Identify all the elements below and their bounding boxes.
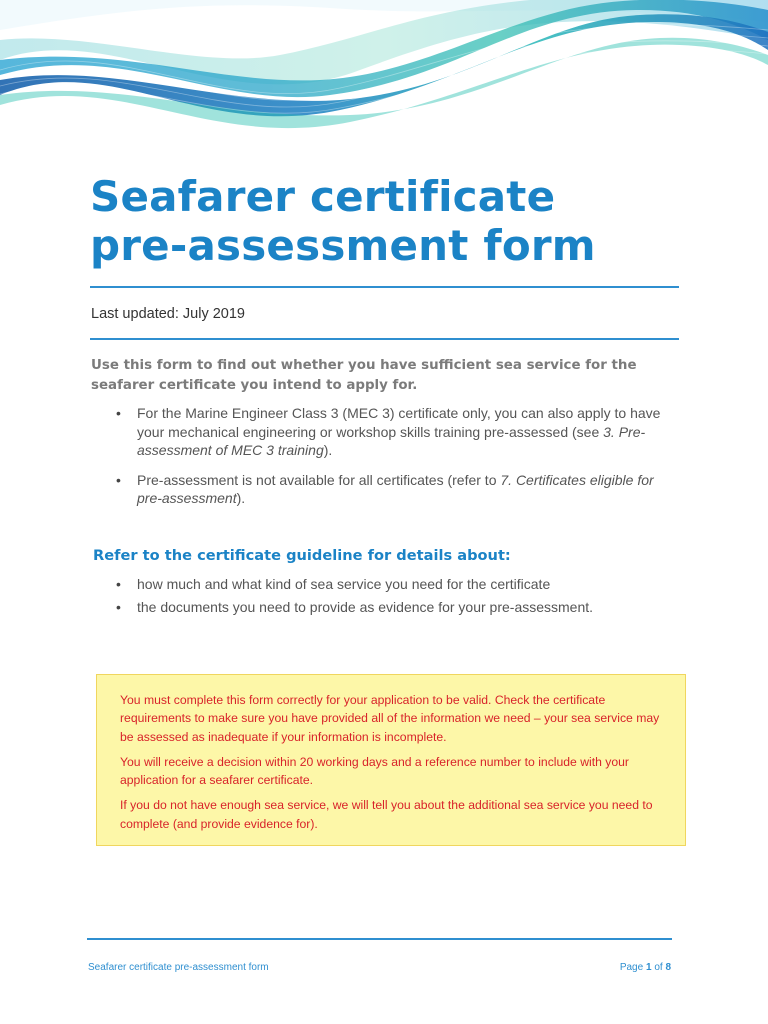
title-line-1: Seafarer certificate <box>90 172 556 221</box>
bullet-dot-icon: • <box>116 598 121 615</box>
last-updated-text: Last updated: July 2019 <box>91 306 245 322</box>
section-reference: 7. Certificates eligible for pre-assessment <box>137 471 654 506</box>
list-item <box>0 575 677 594</box>
page-total: 8 <box>665 962 671 973</box>
notice-paragraph: You will receive a decision within 20 working days and a reference number to include with your application for a seafarer certificate. <box>120 754 629 788</box>
bullet-dot-icon: • <box>116 405 121 421</box>
title-divider <box>90 286 679 288</box>
bullet-text: how much and what kind of sea service you need for the certificate <box>137 576 551 592</box>
footer-page-number <box>620 962 671 973</box>
list-item <box>0 404 677 460</box>
list-item <box>0 471 677 508</box>
guideline-bullet-list <box>0 575 768 616</box>
notice-paragraph: You must complete this form correctly for your application to be valid. Check the certificate requirements to make sure you have provided all of the information we need – your sea service may be assessed as inadequate if your information is incomplete. <box>120 693 660 744</box>
section-reference: 3. Pre-assessment of MEC 3 training <box>137 423 646 458</box>
intro-text: Use this form to find out whether you have sufficient sea service for the seafarer certificate you intend to apply for. <box>91 358 637 393</box>
bullet-text-end: ). <box>323 442 333 458</box>
guideline-heading: Refer to the certificate guideline for details about: <box>93 547 511 564</box>
bullet-dot-icon: • <box>116 471 121 488</box>
bullet-text: Pre-assessment is not available for all certificates (refer to <box>137 471 501 488</box>
page-current: 1 <box>645 962 652 973</box>
notice-paragraph: If you do not have enough sea service, we will tell you about the additional sea service you need to complete (and provide evidence for). <box>120 798 653 831</box>
intro-bullet-list <box>0 404 768 508</box>
wave-banner-graphic <box>0 0 768 135</box>
header-divider <box>90 338 679 340</box>
page-of-label: of <box>654 962 663 973</box>
bullet-text: For the Marine Engineer Class 3 (MEC 3) certificate only, you can also apply to have your mechanical engineering or workshop skills training pre-assessed (see <box>137 405 661 440</box>
footer-document-name: Seafarer certificate pre-assessment form <box>88 962 269 973</box>
page-title <box>90 172 730 270</box>
important-notice-box <box>96 674 686 846</box>
page-label: Page <box>619 962 644 973</box>
bullet-text-end: ). <box>236 490 246 506</box>
footer-divider <box>87 938 672 940</box>
bullet-text: the documents you need to provide as evidence for your pre-assessment. <box>137 598 594 615</box>
bullet-dot-icon: • <box>116 576 121 592</box>
list-item <box>0 598 677 617</box>
title-line-2: pre-assessment form <box>90 221 596 270</box>
